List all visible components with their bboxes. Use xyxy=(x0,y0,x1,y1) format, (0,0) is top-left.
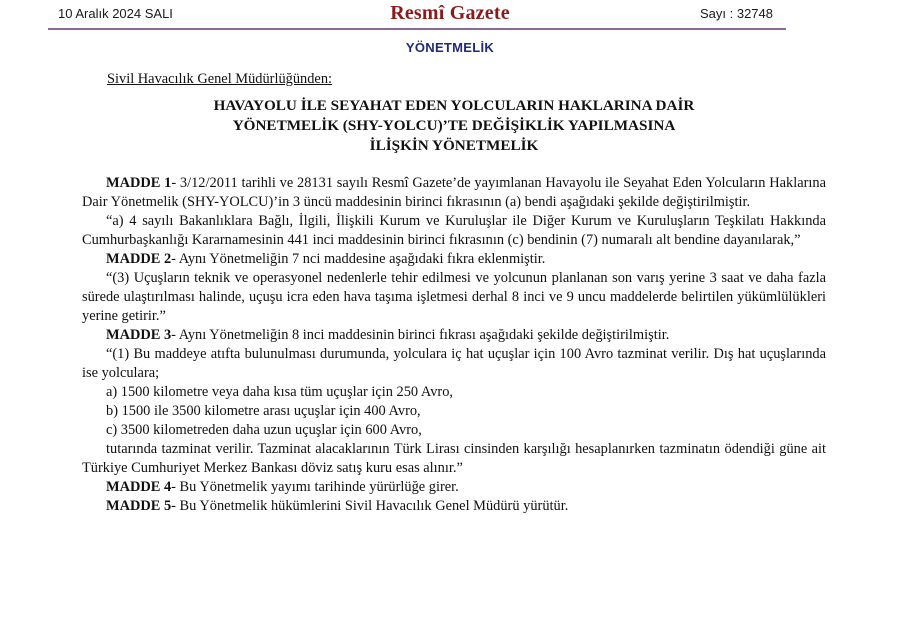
section-heading: YÖNETMELİK xyxy=(405,40,495,55)
compensation-item: c) 3500 kilometreden daha uzun uçuşlar için 600 Avro, xyxy=(106,422,422,438)
article-3-closing: tutarında tazminat verilir. Tazminat alacaklarının Türk Lirası cinsinden karşılığı hesaplanırken tazminatın ödendiği güne ait Türkiye Cumhuriyet Merkez Bankası döviz satış kuru esas alınır.” xyxy=(82,441,826,476)
article-text: - Bu Yönetmelik yayımı tarihinde yürürlüğe girer. xyxy=(171,479,459,495)
article-label: MADDE 2 xyxy=(106,251,172,267)
article-2-quote: “(3) Uçuşların teknik ve operasyonel nedenlerle tehir edilmesi ve yolcunun planlanan son varış yerine 3 saat ve daha fazla sürede ulaştırılması halinde, uçuşu icra eden hava taşıma işletmesi derhal 8 inci ve 9 uncu maddelerde belirtilen yükümlülükleri yerine getirir.” xyxy=(82,270,826,324)
issuing-authority: Sivil Havacılık Genel Müdürlüğünden: xyxy=(107,71,333,87)
article-text: - 3/12/2011 tarihli ve 28131 sayılı Resmî Gazete’de yayımlanan Havayolu ile Seyahat Eden Yolcuların Haklarına Dair Yönetmelik (SHY-YOLCU)’in 3 üncü maddesinin birinci fıkrasının (a) bendi aşağıdaki şekilde değiştirilmiştir. xyxy=(82,175,826,210)
article-4 xyxy=(82,478,826,497)
regulation-body xyxy=(82,70,826,516)
regulation-title-line: HAVAYOLU İLE SEYAHAT EDEN YOLCULARIN HAKLARINA DAİR xyxy=(213,97,695,114)
article-5 xyxy=(82,497,826,516)
article-text: - Aynı Yönetmeliğin 7 nci maddesine aşağıdaki fıkra eklenmiştir. xyxy=(171,251,546,267)
article-label: MADDE 1 xyxy=(106,175,172,191)
article-text: - Aynı Yönetmeliğin 8 inci maddesinin birinci fıkrası aşağıdaki şekilde değiştirilmiştir. xyxy=(171,327,670,343)
article-label: MADDE 5 xyxy=(106,498,172,514)
regulation-title xyxy=(82,96,826,156)
issue-date: 10 Aralık 2024 SALI xyxy=(58,6,173,21)
issue-number: Sayı : 32748 xyxy=(700,6,773,21)
article-3 xyxy=(82,326,826,345)
article-1 xyxy=(82,174,826,212)
compensation-item: b) 1500 ile 3500 kilometre arası uçuşlar için 400 Avro, xyxy=(106,403,421,419)
article-1-quote: “a) 4 sayılı Bakanlıklara Bağlı, İlgili, İlişkili Kurum ve Kuruluşlar ile Diğer Kurum ve Kuruluşların Teşkilatı Hakkında Cumhurbaşkanlığı Kararnamesinin 441 inci maddesinin birinci fıkrasının (c) bendinin (7) numaralı alt bendine dayanılarak,” xyxy=(82,213,826,248)
article-label: MADDE 3 xyxy=(106,327,172,343)
article-2 xyxy=(82,250,826,269)
article-label: MADDE 4 xyxy=(106,479,172,495)
header-divider xyxy=(48,28,786,30)
article-text: - Bu Yönetmelik hükümlerini Sivil Havacılık Genel Müdürü yürütür. xyxy=(171,498,569,514)
gazette-title: Resmî Gazete xyxy=(390,2,510,24)
regulation-title-line: İLİŞKİN YÖNETMELİK xyxy=(369,137,539,154)
regulation-title-line: YÖNETMELİK (SHY-YOLCU)’TE DEĞİŞİKLİK YAPILMASINA xyxy=(232,117,676,134)
article-3-quote: “(1) Bu maddeye atıfta bulunulması durumunda, yolculara iç hat uçuşlar için 100 Avro tazminat verilir. Dış hat uçuşlarında ise yolculara; xyxy=(82,346,826,381)
compensation-item: a) 1500 kilometre veya daha kısa tüm uçuşlar için 250 Avro, xyxy=(106,384,454,400)
